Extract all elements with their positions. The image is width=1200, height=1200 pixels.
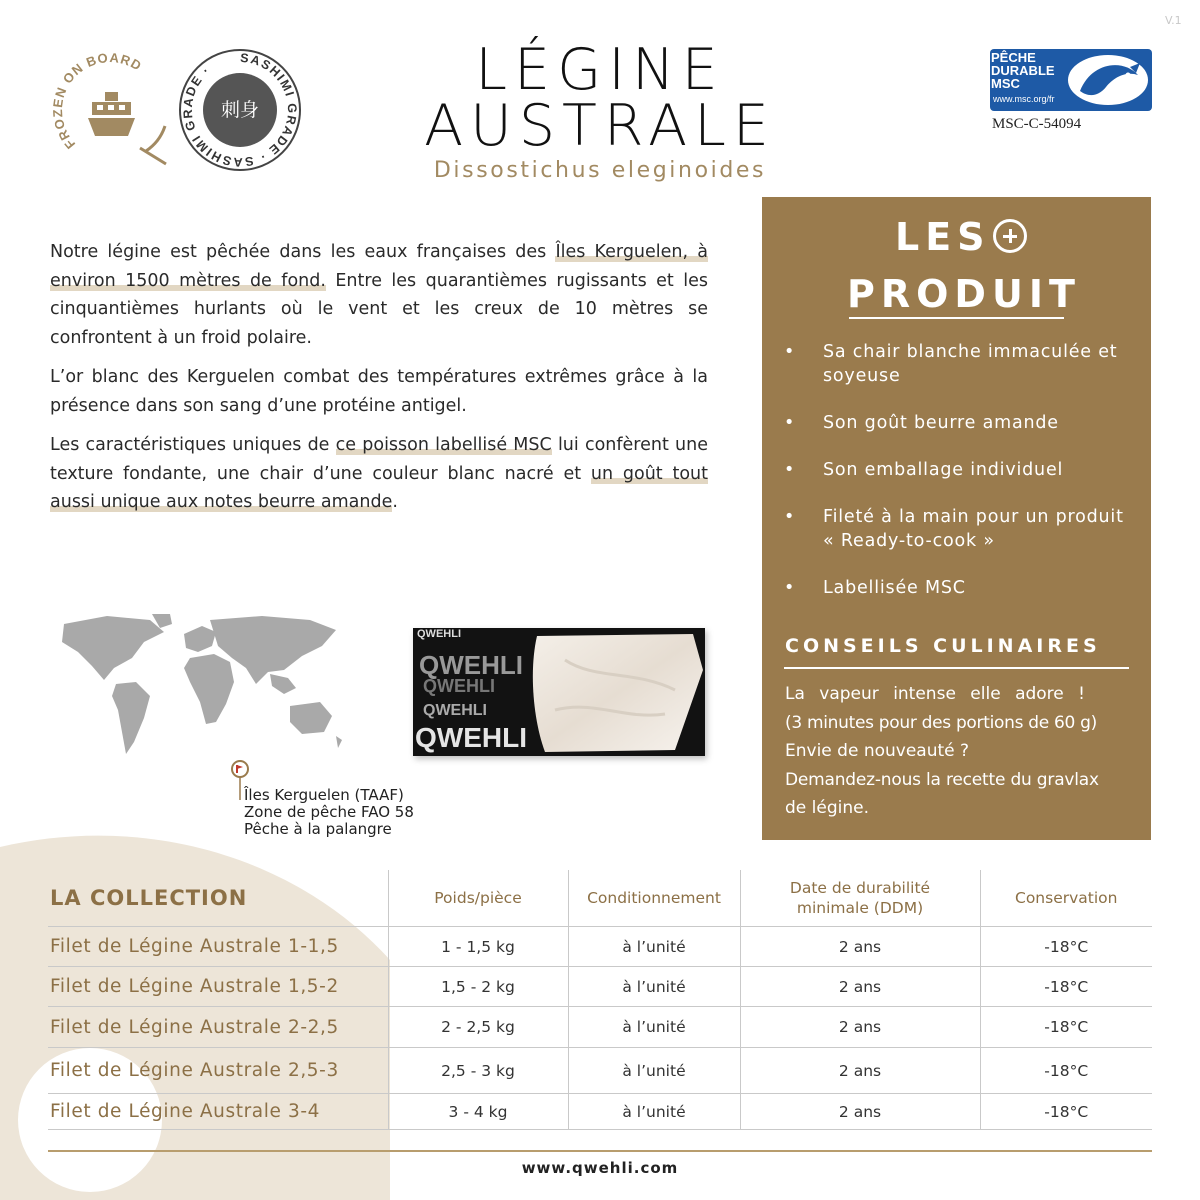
product-name-cell: Filet de Légine Australe 1-1,5	[48, 927, 388, 967]
boat-icon	[88, 92, 135, 136]
storage-cell: -18°C	[980, 927, 1152, 967]
benefit-item: • Son goût beurre amande	[784, 411, 1134, 435]
plus-circle-icon	[993, 219, 1027, 253]
intro-p3-text-mid: lui confèrent une texture fondante, une chair d’une couleur blanc nacré et	[50, 435, 708, 484]
weight-cell: 2,5 - 3 kg	[388, 1048, 568, 1094]
msc-logo	[990, 49, 1152, 111]
product-brand-mid2: QWEHLI	[423, 676, 495, 696]
table-title: LA COLLECTION	[50, 886, 248, 910]
column-header-packaging: Conditionnement	[568, 870, 740, 927]
msc-certificate-code: MSC-C-54094	[992, 116, 1082, 132]
storage-cell: -18°C	[980, 967, 1152, 1007]
product-benefits-panel	[762, 197, 1151, 840]
tips-title-underline	[784, 667, 1129, 669]
product-brand-mid3: QWEHLI	[423, 702, 487, 719]
packaging-cell: à l’unité	[568, 1007, 740, 1048]
tips-line: La vapeur intense elle adore !	[785, 684, 1085, 704]
product-name-cell: Filet de Légine Australe 2,5-3	[48, 1048, 388, 1094]
fish-fillet-illustration	[525, 630, 705, 754]
table-row	[48, 1094, 1152, 1130]
weight-cell: 3 - 4 kg	[388, 1094, 568, 1130]
latin-name: Dissostichus eleginoides	[433, 158, 767, 183]
product-brand-large: QWEHLI	[415, 722, 527, 753]
intro-p3-text: Les caractéristiques uniques de	[50, 435, 336, 455]
ddm-cell: 2 ans	[740, 1048, 980, 1094]
table-row	[48, 1007, 1152, 1048]
msc-fish-icon	[1066, 53, 1150, 107]
product-name-cell: Filet de Légine Australe 2-2,5	[48, 1007, 388, 1048]
intro-p3-highlight-1: ce poisson labellisé MSC	[335, 435, 552, 455]
packaging-cell: à l’unité	[568, 1048, 740, 1094]
weight-cell: 1 - 1,5 kg	[388, 927, 568, 967]
storage-cell: -18°C	[980, 1007, 1152, 1048]
fishing-location	[244, 787, 414, 838]
product-image	[413, 628, 705, 756]
intro-p3-highlight-2: un goût tout aussi unique aux notes beurre amande	[50, 463, 708, 512]
version-label: V.1	[1165, 14, 1182, 27]
sashimi-grade-badge	[178, 48, 302, 172]
panel-title-line1	[895, 215, 991, 259]
panel-title-line2: PRODUIT	[847, 272, 1081, 316]
culinary-tips-text	[785, 680, 1129, 823]
tips-line: Envie de nouveauté ?	[785, 741, 970, 761]
footer-rule	[48, 1150, 1152, 1152]
page-title-line2: AUSTRALE	[424, 93, 776, 159]
table-row	[48, 927, 1152, 967]
product-brand-small: QWEHLI	[417, 628, 461, 640]
sashimi-kanji: 刺身	[220, 99, 260, 121]
msc-url: www.msc.org/fr	[993, 94, 1055, 104]
world-map	[52, 612, 348, 772]
benefit-item: • Sa chair blanche immaculée et soyeuse	[784, 340, 1134, 388]
culinary-tips-title: CONSEILS CULINAIRES	[785, 635, 1101, 657]
product-name-cell: Filet de Légine Australe 1,5-2	[48, 967, 388, 1007]
location-line2: Zone de pêche FAO 58	[244, 803, 414, 821]
ddm-cell: 2 ans	[740, 967, 980, 1007]
column-header-ddm: Date de durabilité minimale (DDM)	[740, 870, 980, 927]
packaging-cell: à l’unité	[568, 1094, 740, 1130]
tips-line: (3 minutes pour des portions de 60 g)	[785, 712, 1097, 733]
intro-p3-text-end: .	[392, 492, 398, 512]
intro-p1-text-end: Entre les quarantièmes rugissants et les cinquantièmes hurlants où le vent et les creux de 10 mètres se confrontent à un froid polaire.	[50, 270, 708, 348]
location-line1: Îles Kerguelen (TAAF)	[244, 786, 404, 804]
table-row	[48, 1048, 1152, 1094]
frozen-on-board-badge	[48, 40, 174, 166]
sashimi-badge-text: SASHIMI GRADE · SASHIMI GRADE ·	[180, 50, 300, 170]
msc-line2: DURABLE	[991, 63, 1055, 78]
tips-line: Demandez-nous la recette du gravlax	[785, 769, 1099, 790]
panel-title-les: LES	[895, 215, 991, 259]
table-row	[48, 967, 1152, 1007]
intro-paragraph-3	[50, 431, 708, 517]
location-line3: Pêche à la palangre	[244, 820, 392, 838]
storage-cell: -18°C	[980, 1094, 1152, 1130]
benefit-item: • Son emballage individuel	[784, 458, 1134, 482]
intro-paragraph-1	[50, 238, 708, 352]
collection-table	[48, 870, 1152, 1130]
packaging-cell: à l’unité	[568, 927, 740, 967]
column-header-weight: Poids/pièce	[388, 870, 568, 927]
frozen-badge-text: FROZEN ON BOARD	[49, 49, 145, 152]
website-link[interactable]: www.qwehli.com	[521, 1159, 679, 1177]
intro-text	[50, 238, 708, 528]
product-brand-mid: QWEHLI	[419, 650, 523, 680]
weight-cell: 1,5 - 2 kg	[388, 967, 568, 1007]
packaging-cell: à l’unité	[568, 967, 740, 1007]
column-header-storage: Conservation	[980, 870, 1152, 927]
ddm-cell: 2 ans	[740, 927, 980, 967]
panel-title-underline	[849, 317, 1064, 319]
storage-cell: -18°C	[980, 1048, 1152, 1094]
benefit-item: • Labellisée MSC	[784, 576, 1134, 600]
benefits-list	[784, 340, 1134, 623]
msc-line1: PÊCHE	[991, 50, 1036, 65]
product-name-cell: Filet de Légine Australe 3-4	[48, 1094, 388, 1130]
msc-line3: MSC	[991, 76, 1020, 91]
ddm-cell: 2 ans	[740, 1007, 980, 1048]
intro-p1-text: Notre légine est pêchée dans les eaux françaises des	[50, 242, 556, 262]
page-title-line1: LÉGINE	[475, 37, 725, 103]
svg-text:FROZEN ON BOARD	[50, 50, 145, 152]
benefit-item: • Fileté à la main pour un produit « Ready-to-cook »	[784, 505, 1134, 553]
intro-p1-highlight: Îles Kerguelen, à environ 1500 mètres de fond.	[50, 242, 708, 291]
tips-line: de légine.	[785, 798, 869, 818]
msc-logo-text	[991, 51, 1055, 90]
intro-paragraph-2: L’or blanc des Kerguelen combat des températures extrêmes grâce à la présence dans son sang d’une protéine antigel.	[50, 367, 708, 416]
weight-cell: 2 - 2,5 kg	[388, 1007, 568, 1048]
ddm-cell: 2 ans	[740, 1094, 980, 1130]
